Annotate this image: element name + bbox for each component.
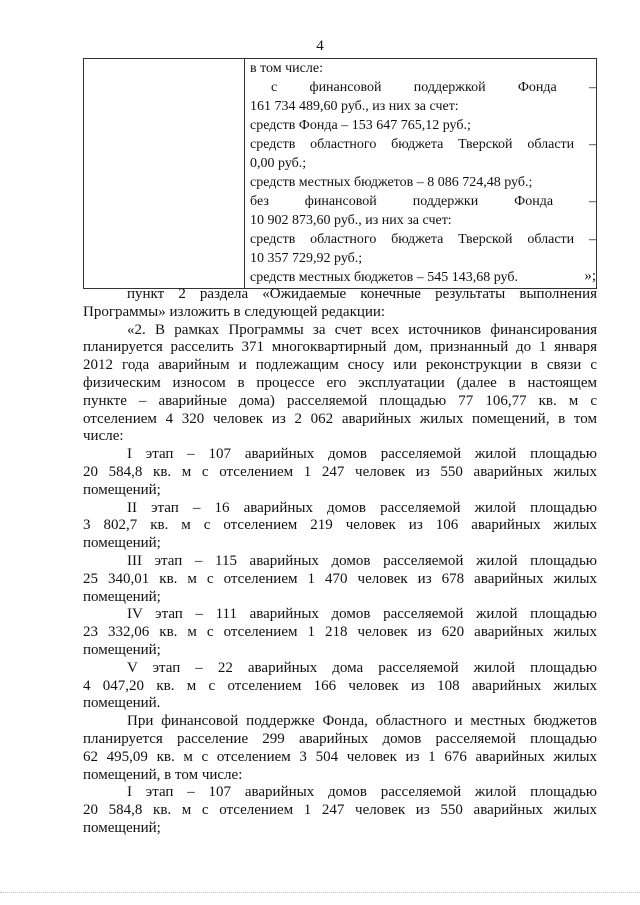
page-edge-divider	[0, 892, 640, 893]
closing-quote-mark: »;	[584, 268, 596, 284]
paragraph-line: планируется расселить 371 многоквартирный дом, признанный до 1 января	[83, 339, 597, 356]
table-line: в том числе:	[250, 61, 323, 76]
paragraph-line: помещений;	[83, 819, 161, 836]
paragraph-line: пункте – аварийные дома) расселяемой площадью 77 106,77 кв. м с	[83, 392, 597, 409]
paragraph-line: числе:	[83, 428, 124, 445]
body-paragraph	[83, 784, 597, 837]
paragraph-line: отселением 4 320 человек из 2 062 аварийных жилых помещений, в том	[83, 410, 597, 427]
paragraph-line: II этап – 16 аварийных домов расселяемой жилой площадью	[127, 499, 597, 516]
table-left-cell	[84, 59, 245, 289]
paragraph-line: I этап – 107 аварийных домов расселяемой жилой площадью	[127, 784, 597, 801]
body-paragraph	[83, 713, 597, 784]
table-line: средств областного бюджета Тверской области –	[250, 137, 596, 152]
paragraph-line: помещений;	[83, 535, 161, 552]
paragraph-line: При финансовой поддержке Фонда, областного и местных бюджетов	[127, 713, 597, 730]
table-line: 10 357 729,92 руб.;	[250, 251, 363, 266]
body-paragraph	[83, 553, 597, 606]
body-paragraph	[83, 446, 597, 499]
body-paragraph	[83, 660, 597, 713]
paragraph-line: 2012 года аварийным и подлежащим сносу или реконструкции в связи с	[83, 357, 597, 374]
body-paragraph	[83, 606, 597, 659]
paragraph-line: 62 495,09 кв. м с отселением 3 504 человек из 1 676 аварийных жилых	[83, 748, 597, 765]
table-line: средств местных бюджетов – 545 143,68 руб.	[250, 270, 518, 285]
table-line: 0,00 руб.;	[250, 156, 307, 171]
table-line: с финансовой поддержкой Фонда –	[271, 80, 596, 95]
financing-table	[83, 58, 597, 289]
paragraph-line: помещений;	[83, 641, 161, 658]
paragraph-line: Программы» изложить в следующей редакции:	[83, 303, 386, 320]
paragraph-line: помещений, в том числе:	[83, 766, 243, 783]
paragraph-line: помещений;	[83, 481, 161, 498]
table-line: без финансовой поддержки Фонда –	[250, 194, 596, 209]
table-right-cell	[245, 59, 597, 289]
paragraph-line: планируется расселение 299 аварийных домов расселяемой площадью	[83, 730, 597, 747]
table-line: средств областного бюджета Тверской области –	[250, 232, 596, 247]
paragraph-line: III этап – 115 аварийных домов расселяемой жилой площадью	[127, 552, 597, 569]
paragraph-line: помещений.	[83, 695, 161, 712]
paragraph-line: 20 584,8 кв. м с отселением 1 247 человек из 550 аварийных жилых	[83, 463, 597, 480]
paragraph-line: 3 802,7 кв. м с отселением 219 человек из 106 аварийных жилых	[83, 517, 597, 534]
table-line: средств местных бюджетов – 8 086 724,48 руб.;	[250, 175, 533, 190]
paragraph-line: 4 047,20 кв. м с отселением 166 человек из 108 аварийных жилых	[83, 677, 597, 694]
paragraph-line: физическим износом в процессе его эксплуатации (далее в настоящем	[83, 374, 597, 391]
paragraph-line: 20 584,8 кв. м с отселением 1 247 человек из 550 аварийных жилых	[83, 802, 597, 819]
paragraph-line: помещений;	[83, 588, 161, 605]
paragraph-line: I этап – 107 аварийных домов расселяемой жилой площадью	[127, 446, 597, 463]
page-number: 4	[316, 38, 324, 54]
table-line: средств Фонда – 153 647 765,12 руб.;	[250, 118, 471, 133]
body-paragraph	[83, 322, 597, 447]
body-paragraph	[83, 286, 597, 322]
paragraph-line: V этап – 22 аварийных дома расселяемой жилой площадью	[127, 659, 597, 676]
table-row	[84, 59, 597, 289]
document-body	[83, 286, 597, 838]
table-line: 161 734 489,60 руб., из них за счет:	[250, 99, 459, 114]
paragraph-line: IV этап – 111 аварийных домов расселяемой жилой площадью	[127, 606, 597, 623]
table-line: 10 902 873,60 руб., из них за счет:	[250, 213, 452, 228]
paragraph-line: 25 340,01 кв. м с отселением 1 470 человек из 678 аварийных жилых	[83, 570, 597, 587]
paragraph-line: пункт 2 раздела «Ожидаемые конечные результаты выполнения	[127, 286, 597, 302]
body-paragraph	[83, 500, 597, 553]
paragraph-line: «2. В рамках Программы за счет всех источников финансирования	[127, 321, 597, 338]
paragraph-line: 23 332,06 кв. м с отселением 1 218 человек из 620 аварийных жилых	[83, 624, 597, 641]
